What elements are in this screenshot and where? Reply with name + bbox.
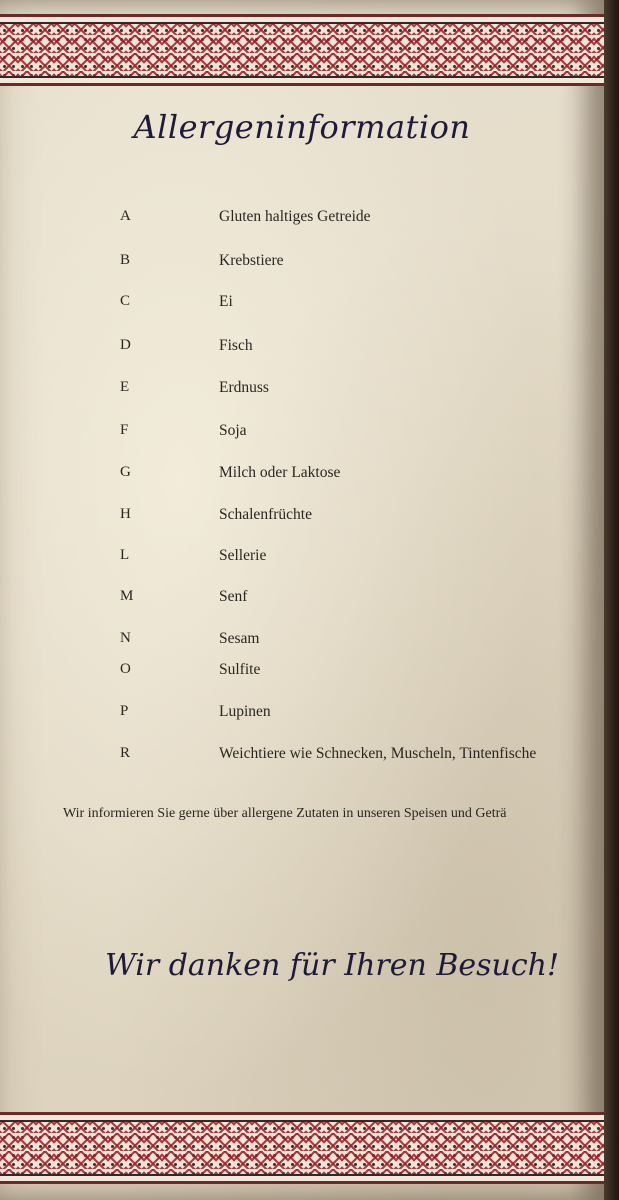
allergen-code: E <box>120 379 130 395</box>
allergen-name: Senf <box>219 588 248 605</box>
allergen-name: Sesam <box>219 630 260 647</box>
allergen-row <box>0 547 604 571</box>
allergen-row <box>0 703 604 727</box>
allergen-row <box>0 588 604 612</box>
allergen-code: H <box>120 506 131 522</box>
allergen-row <box>0 337 604 361</box>
allergen-code: C <box>120 293 131 309</box>
allergen-name: Sulfite <box>219 661 261 678</box>
allergen-name: Weichtiere wie Schnecken, Muscheln, Tintenfische <box>219 745 537 762</box>
allergen-code: O <box>120 661 131 677</box>
embroidered-border-top <box>0 14 604 86</box>
allergen-code: B <box>120 252 131 268</box>
allergen-name: Soja <box>219 422 247 439</box>
allergen-name: Gluten haltiges Getreide <box>219 208 371 225</box>
page-edge-shadow <box>604 0 619 1200</box>
allergen-row <box>0 506 604 530</box>
allergen-row <box>0 464 604 488</box>
allergen-row <box>0 661 604 685</box>
allergen-row <box>0 208 604 232</box>
allergen-name: Ei <box>219 293 233 310</box>
allergen-name: Milch oder Laktose <box>219 464 341 481</box>
allergen-name: Sellerie <box>219 547 267 564</box>
allergen-name: Erdnuss <box>219 379 269 396</box>
page-title: Allergeninformation <box>133 108 471 146</box>
allergen-code: R <box>120 745 131 761</box>
allergen-name: Fisch <box>219 337 253 354</box>
allergen-code: N <box>120 630 131 646</box>
allergen-row <box>0 252 604 276</box>
allergen-code: D <box>120 337 131 353</box>
allergen-name: Lupinen <box>219 703 271 720</box>
allergen-row <box>0 630 604 654</box>
allergen-row <box>0 422 604 446</box>
allergen-row <box>0 745 604 769</box>
allergen-code: A <box>120 208 131 224</box>
allergen-note: Wir informieren Sie gerne über allergene Zutaten in unseren Speisen und Geträ <box>63 806 507 821</box>
allergen-code: L <box>120 547 130 563</box>
allergen-code: G <box>120 464 131 480</box>
allergen-code: M <box>120 588 134 604</box>
allergen-row <box>0 293 604 317</box>
allergen-code: P <box>120 703 129 719</box>
embroidered-border-bottom <box>0 1112 604 1184</box>
allergen-name: Krebstiere <box>219 252 284 269</box>
allergen-row <box>0 379 604 403</box>
thank-you-message: Wir danken für Ihren Besuch! <box>104 948 560 983</box>
allergen-code: F <box>120 422 129 438</box>
allergen-name: Schalenfrüchte <box>219 506 312 523</box>
